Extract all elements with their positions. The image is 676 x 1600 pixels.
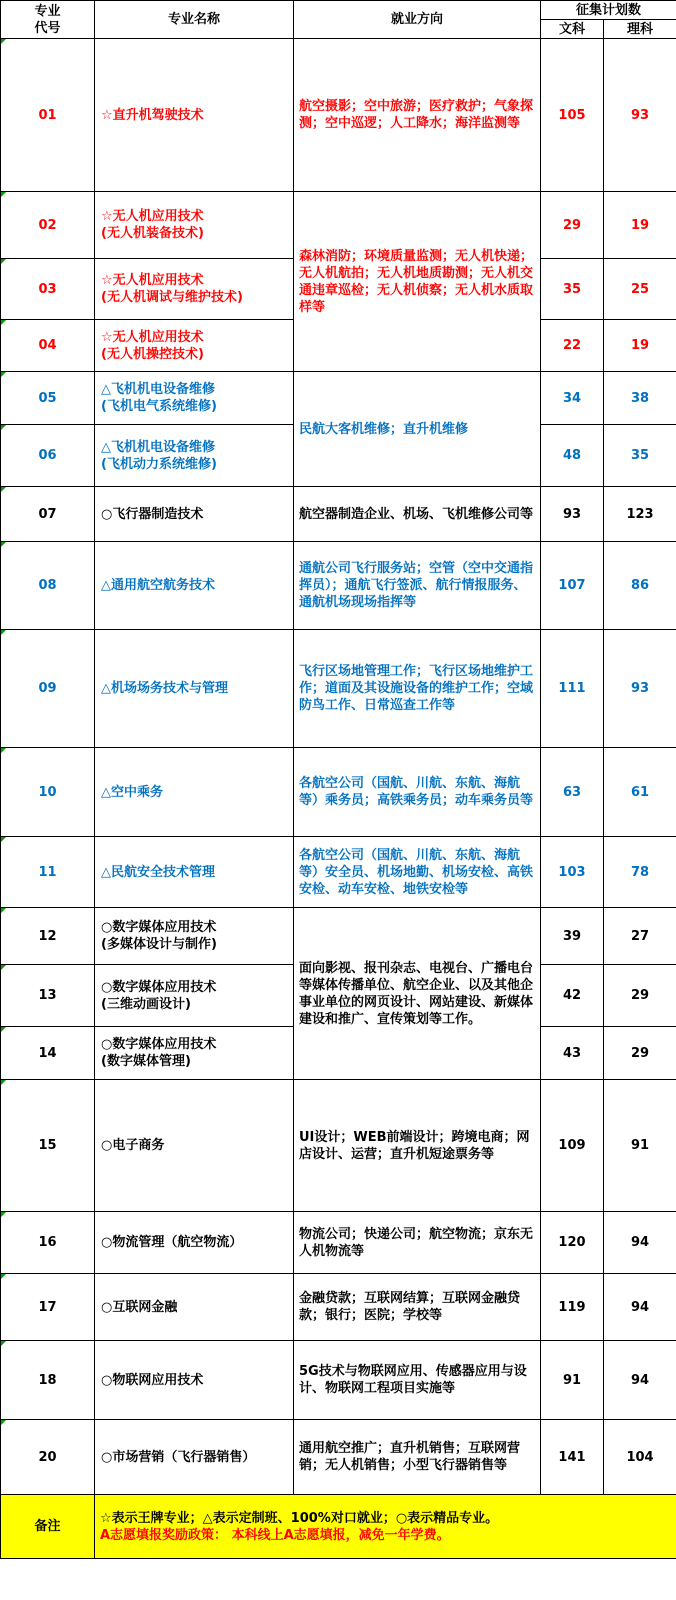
note-label: 备注 bbox=[1, 1495, 95, 1559]
table-row bbox=[1, 1080, 676, 1212]
row-name: ○电子商务 bbox=[95, 1080, 294, 1212]
row-arts: 107 bbox=[541, 542, 604, 630]
row-arts: 105 bbox=[541, 39, 604, 192]
row-arts: 29 bbox=[541, 192, 604, 259]
row-direction: 面向影视、报刊杂志、电视台、广播电台等媒体传播单位、航空企业、以及其他企事业单位的网页设计、网站建设、新媒体建设和推广、宣传策划等工作。 bbox=[294, 908, 541, 1080]
row-code: 02 bbox=[1, 192, 95, 259]
header-row-1 bbox=[1, 1, 676, 20]
row-name: ○数字媒体应用技术 (三维动画设计) bbox=[95, 965, 294, 1027]
row-science: 94 bbox=[604, 1341, 676, 1420]
row-code: 17 bbox=[1, 1274, 95, 1341]
row-name: △民航安全技术管理 bbox=[95, 837, 294, 908]
row-science: 27 bbox=[604, 908, 676, 965]
row-name: ☆无人机应用技术 (无人机调试与维护技术) bbox=[95, 259, 294, 320]
row-name: △机场场务技术与管理 bbox=[95, 630, 294, 748]
row-direction: 通用航空推广；直升机销售；互联网营销；无人机销售；小型飞行器销售等 bbox=[294, 1420, 541, 1495]
row-code: 18 bbox=[1, 1341, 95, 1420]
row-name: ☆直升机驾驶技术 bbox=[95, 39, 294, 192]
row-code: 08 bbox=[1, 542, 95, 630]
row-code: 01 bbox=[1, 39, 95, 192]
row-name: △飞机机电设备维修 (飞机动力系统维修) bbox=[95, 425, 294, 487]
note-content bbox=[95, 1495, 676, 1559]
row-direction: 各航空公司（国航、川航、东航、海航等）乘务员；高铁乘务员；动车乘务员等 bbox=[294, 748, 541, 837]
header-science: 理科 bbox=[604, 20, 676, 39]
row-code: 16 bbox=[1, 1212, 95, 1274]
row-science: 38 bbox=[604, 372, 676, 425]
header-plan: 征集计划数 bbox=[541, 1, 676, 20]
row-arts: 120 bbox=[541, 1212, 604, 1274]
row-name: ○数字媒体应用技术 (数字媒体管理) bbox=[95, 1027, 294, 1080]
row-code: 10 bbox=[1, 748, 95, 837]
table-row bbox=[1, 1420, 676, 1495]
row-science: 94 bbox=[604, 1212, 676, 1274]
row-science: 94 bbox=[604, 1274, 676, 1341]
row-arts: 109 bbox=[541, 1080, 604, 1212]
row-name: ○物流管理（航空物流） bbox=[95, 1212, 294, 1274]
row-code: 13 bbox=[1, 965, 95, 1027]
table-row bbox=[1, 372, 676, 425]
row-science: 19 bbox=[604, 320, 676, 372]
row-code: 12 bbox=[1, 908, 95, 965]
row-arts: 93 bbox=[541, 487, 604, 542]
header-arts: 文科 bbox=[541, 20, 604, 39]
row-science: 86 bbox=[604, 542, 676, 630]
row-direction: 金融贷款；互联网结算；互联网金融贷款；银行；医院；学校等 bbox=[294, 1274, 541, 1341]
table-row bbox=[1, 487, 676, 542]
row-code: 14 bbox=[1, 1027, 95, 1080]
row-name: ○数字媒体应用技术 (多媒体设计与制作) bbox=[95, 908, 294, 965]
row-arts: 42 bbox=[541, 965, 604, 1027]
row-science: 123 bbox=[604, 487, 676, 542]
row-science: 91 bbox=[604, 1080, 676, 1212]
row-direction: 各航空公司（国航、川航、东航、海航等）安全员、机场地勤、机场安检、高铁安检、动车安检、地铁安检等 bbox=[294, 837, 541, 908]
row-direction: 物流公司；快递公司；航空物流；京东无人机物流等 bbox=[294, 1212, 541, 1274]
row-arts: 141 bbox=[541, 1420, 604, 1495]
row-direction: 民航大客机维修；直升机维修 bbox=[294, 372, 541, 487]
row-code: 04 bbox=[1, 320, 95, 372]
row-direction: 5G技术与物联网应用、传感器应用与设计、物联网工程项目实施等 bbox=[294, 1341, 541, 1420]
row-science: 78 bbox=[604, 837, 676, 908]
row-name: ☆无人机应用技术 (无人机操控技术) bbox=[95, 320, 294, 372]
row-code: 09 bbox=[1, 630, 95, 748]
row-science: 104 bbox=[604, 1420, 676, 1495]
row-name: △空中乘务 bbox=[95, 748, 294, 837]
row-science: 93 bbox=[604, 39, 676, 192]
row-code: 20 bbox=[1, 1420, 95, 1495]
row-arts: 22 bbox=[541, 320, 604, 372]
row-name: △通用航空航务技术 bbox=[95, 542, 294, 630]
row-code: 06 bbox=[1, 425, 95, 487]
row-arts: 43 bbox=[541, 1027, 604, 1080]
table-row bbox=[1, 630, 676, 748]
header-name: 专业名称 bbox=[95, 1, 294, 39]
table-row bbox=[1, 908, 676, 965]
row-code: 07 bbox=[1, 487, 95, 542]
row-arts: 111 bbox=[541, 630, 604, 748]
note-row bbox=[1, 1495, 676, 1559]
row-direction: 飞行区场地管理工作；飞行区场地维护工作；道面及其设施设备的维护工作；空域防鸟工作、日常巡查工作等 bbox=[294, 630, 541, 748]
row-direction: 航空器制造企业、机场、飞机维修公司等 bbox=[294, 487, 541, 542]
row-science: 25 bbox=[604, 259, 676, 320]
table-row bbox=[1, 39, 676, 192]
row-name: △飞机机电设备维修 (飞机电气系统维修) bbox=[95, 372, 294, 425]
row-arts: 91 bbox=[541, 1341, 604, 1420]
row-name: ○互联网金融 bbox=[95, 1274, 294, 1341]
row-arts: 103 bbox=[541, 837, 604, 908]
note-policy: A志愿填报奖励政策： 本科线上A志愿填报，减免一年学费。 bbox=[100, 1527, 450, 1543]
row-direction: 航空摄影；空中旅游；医疗救护；气象探测；空中巡逻；人工降水；海洋监测等 bbox=[294, 39, 541, 192]
row-science: 93 bbox=[604, 630, 676, 748]
row-science: 29 bbox=[604, 1027, 676, 1080]
row-arts: 119 bbox=[541, 1274, 604, 1341]
row-direction: UI设计；WEB前端设计；跨境电商；网店设计、运营；直升机短途票务等 bbox=[294, 1080, 541, 1212]
row-science: 35 bbox=[604, 425, 676, 487]
table-row bbox=[1, 837, 676, 908]
table-row bbox=[1, 1212, 676, 1274]
row-arts: 39 bbox=[541, 908, 604, 965]
header-direction: 就业方向 bbox=[294, 1, 541, 39]
table-row bbox=[1, 1274, 676, 1341]
row-arts: 48 bbox=[541, 425, 604, 487]
row-science: 29 bbox=[604, 965, 676, 1027]
row-direction: 森林消防；环境质量监测；无人机快递；无人机航拍；无人机地质勘测；无人机交通违章巡检；无人机侦察；无人机水质取样等 bbox=[294, 192, 541, 372]
table-row bbox=[1, 542, 676, 630]
row-arts: 34 bbox=[541, 372, 604, 425]
row-direction: 通航公司飞行服务站；空管（空中交通指挥员）；通航飞行签派、航行情报服务、通航机场现场指挥等 bbox=[294, 542, 541, 630]
row-name: ☆无人机应用技术 (无人机装备技术) bbox=[95, 192, 294, 259]
row-science: 19 bbox=[604, 192, 676, 259]
row-name: ○市场营销（飞行器销售） bbox=[95, 1420, 294, 1495]
row-arts: 35 bbox=[541, 259, 604, 320]
row-code: 03 bbox=[1, 259, 95, 320]
row-arts: 63 bbox=[541, 748, 604, 837]
row-science: 61 bbox=[604, 748, 676, 837]
table-row bbox=[1, 192, 676, 259]
note-legend: ☆表示王牌专业；△表示定制班、100%对口就业；○表示精品专业。 bbox=[100, 1510, 499, 1526]
row-code: 05 bbox=[1, 372, 95, 425]
row-code: 11 bbox=[1, 837, 95, 908]
header-code: 专业 代号 bbox=[1, 1, 95, 39]
row-name: ○飞行器制造技术 bbox=[95, 487, 294, 542]
table-row bbox=[1, 748, 676, 837]
table-row bbox=[1, 1341, 676, 1420]
row-code: 15 bbox=[1, 1080, 95, 1212]
row-name: ○物联网应用技术 bbox=[95, 1341, 294, 1420]
